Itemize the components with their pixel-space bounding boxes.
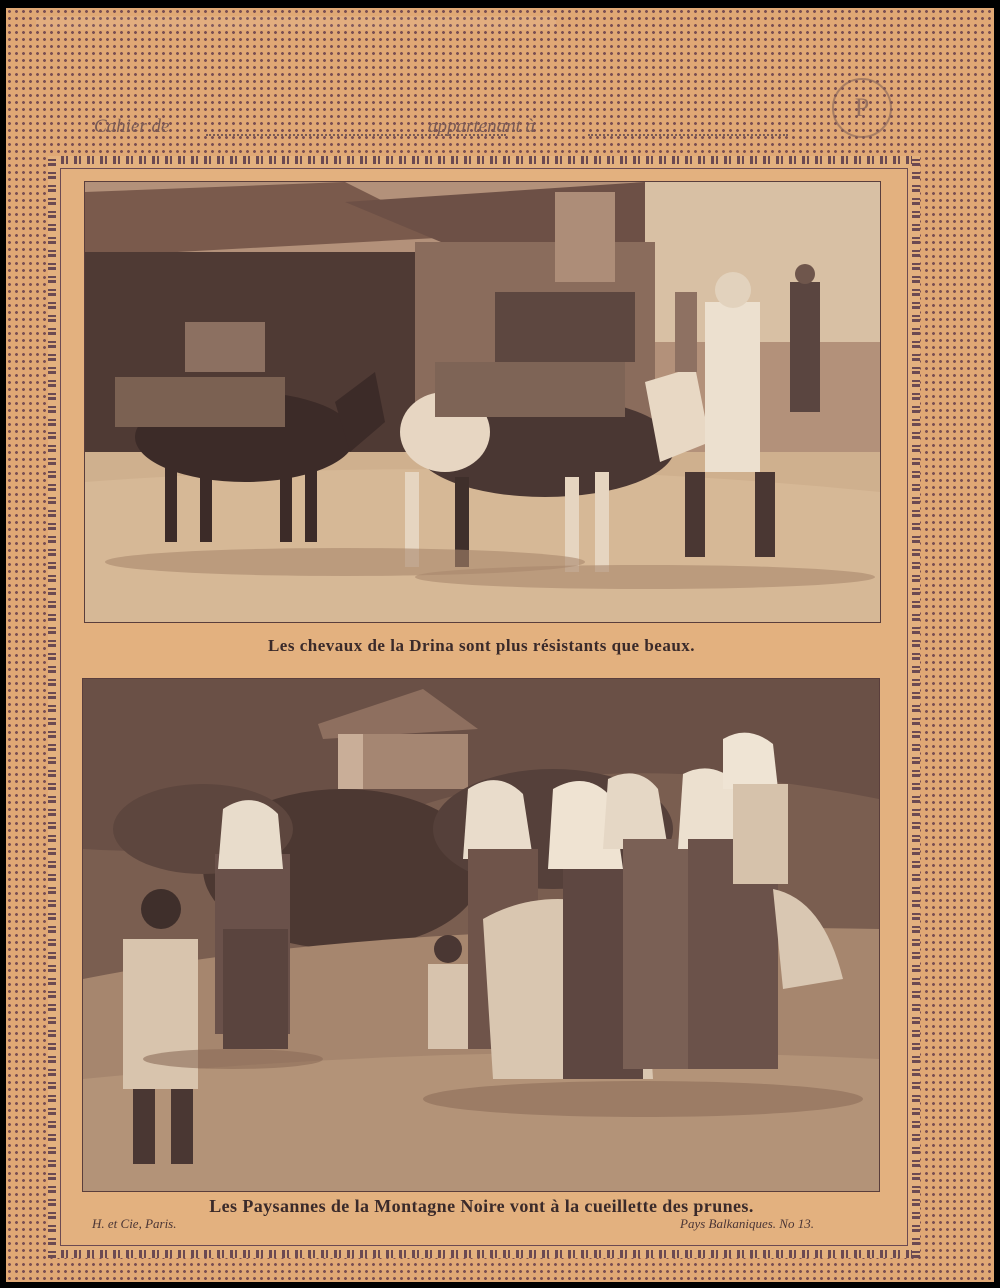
stamp-letter: P xyxy=(854,93,870,122)
publisher-stamp xyxy=(832,78,892,138)
decorative-border-right xyxy=(912,156,920,1258)
caption-peasant-women: Les Paysannes de la Montagne Noire vont à la cueillette des prunes. xyxy=(209,1196,754,1216)
owner-line xyxy=(88,112,788,142)
publisher-credit: H. et Cie, Paris. xyxy=(92,1216,177,1231)
decorative-border-left xyxy=(48,156,56,1258)
photo-peasant-women-image xyxy=(83,679,879,1191)
photo-horses xyxy=(84,181,881,623)
caption-horses: Les chevaux de la Drina sont plus résistants que beaux. xyxy=(267,636,696,655)
owner-label-notebook: Cahier de xyxy=(94,116,170,137)
photo-peasant-women xyxy=(82,678,880,1192)
decorative-border-bottom xyxy=(48,1250,920,1258)
owner-dotted-line-2 xyxy=(588,134,788,136)
decorative-border-top xyxy=(48,156,920,164)
photo-horses-image xyxy=(85,182,880,622)
owner-label-belongs: appartenant à xyxy=(428,116,536,137)
paper-fold xyxy=(36,16,556,30)
series-number: Pays Balkaniques. No 13. xyxy=(680,1216,814,1231)
